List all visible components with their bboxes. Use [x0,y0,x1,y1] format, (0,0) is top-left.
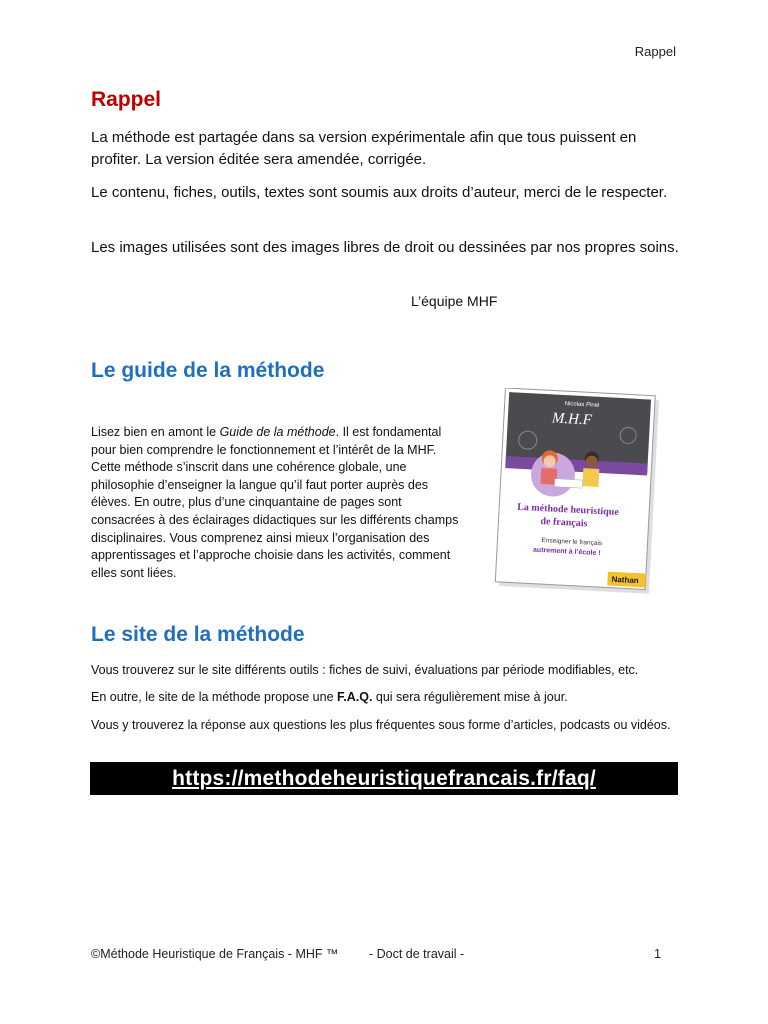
book-title-line2: de français [540,515,588,530]
book-author: Nicolas Pinel [564,401,600,409]
guide-text-before: Lisez bien en amont le [91,425,220,439]
site-p2-after: qui sera régulièrement mise à jour. [372,690,568,704]
book-cover-svg [490,388,670,600]
book-logo: M.H.F [551,410,593,429]
rappel-paragraph-3: Les images utilisées sont des images libres de droit ou dessinées par nos propres soins. [91,239,679,256]
rappel-signature: L’équipe MHF [411,293,498,309]
site-title: Le site de la méthode [91,623,305,646]
site-paragraph-1: Vous trouverez sur le site différents outils : fiches de suivi, évaluations par période modifiables, etc. [91,663,639,677]
site-paragraph-2 [91,688,691,706]
book-subtitle-line1: Enseigner le français [541,537,603,548]
rappel-paragraph-2: Le contenu, fiches, outils, textes sont soumis aux droits d’auteur, merci de le respecter. [91,184,668,201]
guide-text-italic: Guide de la méthode [219,425,336,439]
faq-link[interactable]: https://methodeheuristiquefrancais.fr/faq/ [172,766,596,790]
book-publisher: Nathan [611,574,639,586]
book-title-line1: La méthode heuristique [516,501,620,519]
book-cover-image [490,388,670,600]
faq-link-banner [90,762,678,795]
guide-paragraph [91,424,463,582]
page-number: 1 [654,947,661,961]
site-p2-before: En outre, le site de la méthode propose une [91,690,337,704]
guide-text-after: . Il est fondamental pour bien comprendre le fonctionnement et l’intérêt de la MHF. Cette méthode s’inscrit dans une cohérence globale, une philosophie d’enseigner la langue qu’il faut porter auprès des élèves. En outre, plus d’une cinquantaine de pages sont consacrées à des éclairages didactiques sur les différents champs disciplinaires. Vous comprenez ainsi mieux l’organisation des apprentissages et l’approche choisie dans les activités, comment elles sont liées. [91,425,459,580]
running-header: Rappel [634,44,676,59]
guide-title: Le guide de la méthode [91,359,325,382]
book-subtitle-line2: autrement à l’école ! [532,546,601,558]
rappel-paragraph-1: La méthode est partagée dans sa version expérimentale afin que tous puissent en profiter. La version éditée sera amendée, corrigée. [91,129,637,168]
site-paragraph-3: Vous y trouverez la réponse aux questions les plus fréquentes sous forme d’articles, podcasts ou vidéos. [91,718,671,732]
footer-copyright: ©Méthode Heuristique de Français - MHF ™ [91,947,339,961]
rappel-title: Rappel [91,88,162,111]
footer-doc-label: - Doct de travail - [369,947,465,961]
faq-abbrev: F.A.Q. [337,690,373,704]
